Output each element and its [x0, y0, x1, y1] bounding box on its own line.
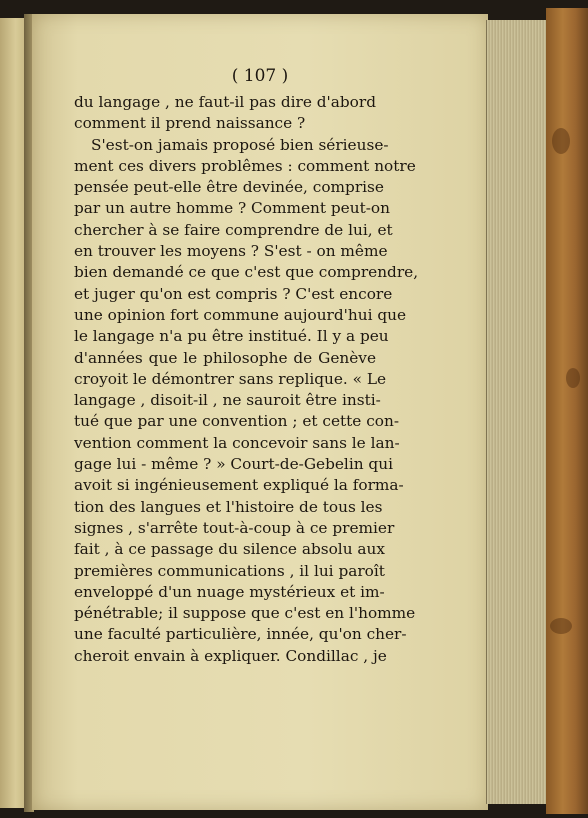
text-line: langage , disoit-il , ne sauroit être insti-: [74, 391, 381, 410]
text-line: avoit si ingénieusement expliqué la forma-: [74, 476, 404, 495]
page-number: ( 107 ): [231, 66, 289, 86]
text-line: gage lui - même ? » Court-de-Gebelin qui: [74, 455, 393, 474]
text-line: comment il prend naissance ?: [74, 114, 306, 133]
text-line: pénétrable; il suppose que c'est en l'homme: [74, 604, 416, 623]
text-line: bien demandé ce que c'est que comprendre,: [74, 263, 419, 282]
text-line: tué que par une convention ; et cette con-: [74, 412, 400, 431]
text-line: croyoit le démontrer sans replique. « Le: [74, 369, 387, 388]
text-line: vention comment la concevoir sans le lan-: [74, 433, 400, 452]
text-line: tion des langues et l'histoire de tous les: [74, 497, 383, 516]
text-line: le langage n'a pu être institué. Il y a peu: [74, 327, 389, 346]
text-line: signes , s'arrête tout-à-coup à ce premier: [74, 518, 395, 537]
text-line: ment ces divers problêmes : comment notre: [74, 156, 416, 175]
text-line: et juger qu'on est compris ? C'est encore: [74, 284, 393, 303]
text-line: cheroit envain à expliquer. Condillac , je: [74, 646, 387, 665]
text-line: par un autre homme ? Comment peut-on: [74, 199, 390, 218]
text-line: S'est-on jamais proposé bien sérieuse-: [91, 135, 389, 154]
facing-page-edge: [0, 18, 27, 808]
text-line: chercher à se faire comprendre de lui, et: [74, 220, 393, 239]
text-line: enveloppé d'un nuage mystérieux et im-: [74, 582, 385, 601]
body-text: [74, 92, 419, 667]
text-line: fait , à ce passage du silence absolu aux: [74, 540, 386, 559]
text-line: pensée peut-elle être devinée, comprise: [74, 178, 384, 197]
text-line: d'années que le philosophe de Genève: [74, 348, 376, 367]
page-edges: [486, 20, 547, 804]
text-line: une opinion fort commune aujourd'hui que: [74, 305, 407, 324]
text-line: une faculté particulière, innée, qu'on cher-: [74, 625, 407, 644]
book-cover: [546, 8, 588, 814]
text-line: du langage , ne faut-il pas dire d'abord: [74, 93, 376, 111]
text-line: premières communications , il lui paroît: [74, 561, 385, 580]
text-line: en trouver les moyens ? S'est - on même: [74, 242, 388, 261]
